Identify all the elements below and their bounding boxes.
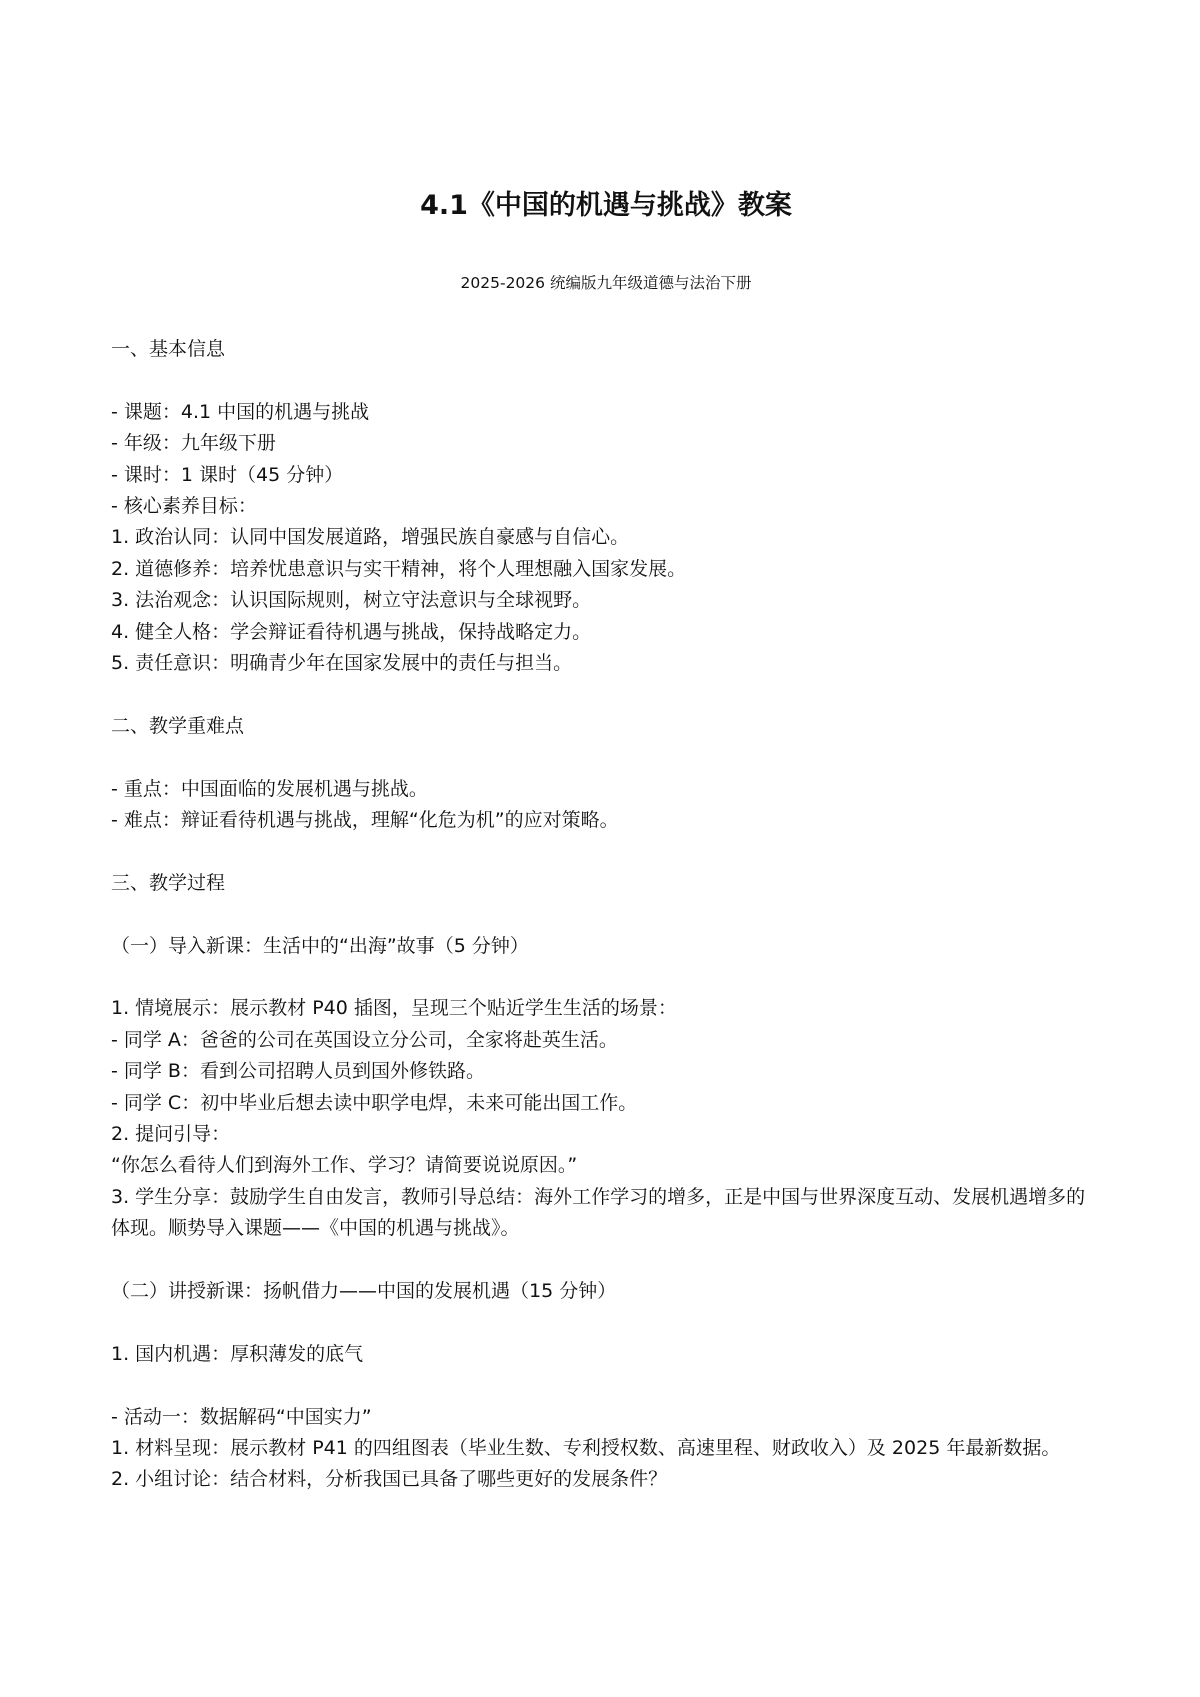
- introduction-line: - 同学 B：看到公司招聘人员到国外修铁路。: [111, 1060, 485, 1083]
- introduction-line: 1. 情境展示：展示教材 P40 插图，呈现三个贴近学生生活的场景：: [111, 997, 677, 1020]
- activity-line: 1. 材料呈现：展示教材 P41 的四组图表（毕业生数、专利授权数、高速里程、财政收入）及 2025 年最新数据。: [111, 1437, 1061, 1460]
- introduction-line: - 同学 A：爸爸的公司在英国设立分公司，全家将赴英生活。: [111, 1028, 618, 1051]
- document-body: [111, 334, 1101, 1496]
- document-title: 4.1《中国的机遇与挑战》教案: [420, 190, 792, 221]
- activity-line: 2. 小组讨论：结合材料，分析我国已具备了哪些更好的发展条件？: [111, 1468, 668, 1491]
- subsection-heading-new-lesson: （二）讲授新课：扬帆借力——中国的发展机遇（15 分钟）: [111, 1280, 617, 1303]
- introduction-line: “你怎么看待人们到海外工作、学习？请简要说说原因。”: [111, 1154, 578, 1177]
- literacy-goal-line: 5. 责任意识：明确青少年在国家发展中的责任与担当。: [111, 652, 573, 675]
- topic-heading-domestic-opportunities: 1. 国内机遇：厚积薄发的底气: [111, 1342, 364, 1365]
- literacy-goal-line: 4. 健全人格：学会辩证看待机遇与挑战，保持战略定力。: [111, 620, 592, 643]
- literacy-goal-line: 1. 政治认同：认同中国发展道路，增强民族自豪感与自信心。: [111, 526, 630, 549]
- document-page: [111, 0, 1101, 1697]
- basic-info-line: - 年级：九年级下册: [111, 432, 276, 455]
- document-subtitle: 2025-2026 统编版九年级道德与法治下册: [460, 274, 752, 292]
- basic-info-line: - 课题：4.1 中国的机遇与挑战: [111, 400, 370, 423]
- basic-info-line: - 核心素养目标：: [111, 495, 257, 518]
- literacy-goal-line: 2. 道德修养：培养忧患意识与实干精神，将个人理想融入国家发展。: [111, 557, 687, 580]
- introduction-line: 2. 提问引导：: [111, 1123, 231, 1146]
- introduction-line: - 同学 C：初中毕业后想去读中职学电焊，未来可能出国工作。: [111, 1091, 638, 1114]
- key-point-line: - 重点：中国面临的发展机遇与挑战。: [111, 777, 428, 800]
- key-point-line: - 难点：辩证看待机遇与挑战，理解“化危为机”的应对策略。: [111, 809, 619, 832]
- activity-heading: - 活动一：数据解码“中国实力”: [111, 1405, 372, 1428]
- basic-info-line: - 课时：1 课时（45 分钟）: [111, 463, 344, 486]
- literacy-goal-line: 3. 法治观念：认识国际规则，树立守法意识与全球视野。: [111, 589, 592, 612]
- section-heading-key-points: 二、教学重难点: [111, 714, 245, 737]
- subsection-heading-introduction: （一）导入新课：生活中的“出海”故事（5 分钟）: [111, 934, 529, 957]
- section-heading-basic-info: 一、基本信息: [111, 338, 226, 360]
- section-heading-teaching-process: 三、教学过程: [111, 871, 226, 894]
- introduction-line: 3. 学生分享：鼓励学生自由发言，教师引导总结：海外工作学习的增多，正是中国与世界深度互动、发展机遇增多的体现。顺势导入课题——《中国的机遇与挑战》。: [111, 1185, 1086, 1240]
